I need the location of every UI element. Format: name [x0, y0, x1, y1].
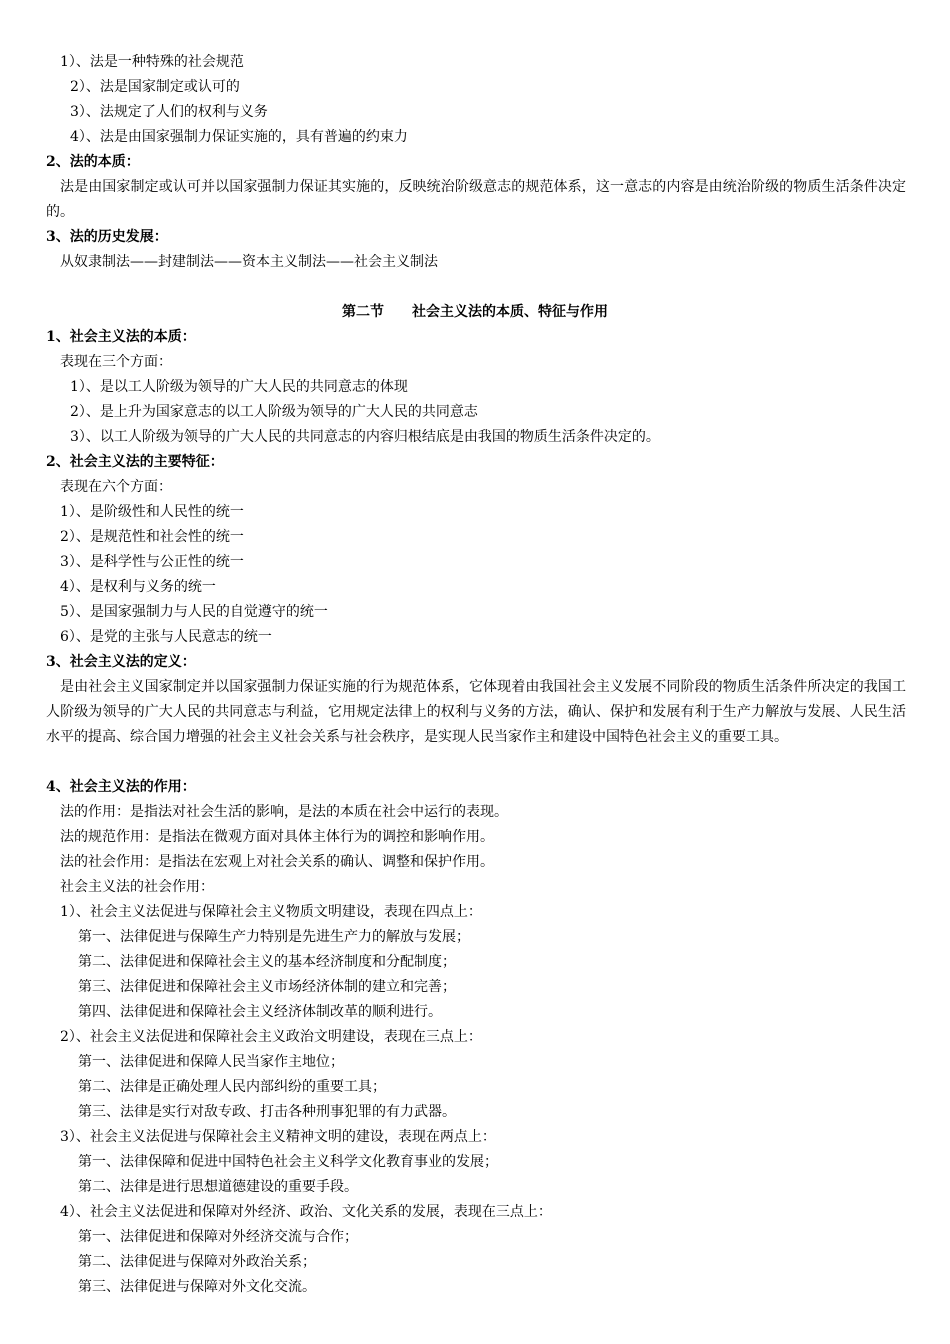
list-item: 3）、法规定了人们的权利与义务 [70, 104, 268, 120]
group-heading: 2）、社会主义法促进和保障社会主义政治文明建设，表现在三点上： [60, 1029, 482, 1045]
list-item: 第一、法律促进与保障生产力特别是先进生产力的解放与发展； [78, 929, 470, 945]
list-item: 第一、法律促进和保障对外经济交流与合作； [78, 1229, 358, 1245]
list-item: 1）、法是一种特殊的社会规范 [60, 54, 244, 70]
section-title: 第二节 社会主义法的本质、特征与作用 [342, 304, 608, 320]
paragraph: 法的作用：是指法对社会生活的影响，是法的本质在社会中运行的表现。 [60, 804, 508, 820]
list-item: 2）、法是国家制定或认可的 [70, 79, 240, 95]
section-heading: 2、社会主义法的主要特征： [46, 454, 224, 470]
paragraph: 法是由国家制定或认可并以国家强制力保证其实施的，反映统治阶级意志的规范体系，这一意志的内容是由统治阶级的物质生活条件决定的。 [46, 179, 906, 220]
section-heading: 1、社会主义法的本质： [46, 329, 196, 345]
section-heading: 2、法的本质： [46, 154, 140, 170]
intro-text: 表现在三个方面： [60, 354, 172, 370]
section-heading: 3、法的历史发展： [46, 229, 168, 245]
list-item: 第二、法律促进和保障社会主义的基本经济制度和分配制度； [78, 954, 456, 970]
section-heading: 4、社会主义法的作用： [46, 779, 196, 795]
list-item: 4）、法是由国家强制力保证实施的，具有普遍的约束力 [70, 129, 408, 145]
paragraph: 法的社会作用：是指法在宏观上对社会关系的确认、调整和保护作用。 [60, 854, 494, 870]
list-item: 2）、是规范性和社会性的统一 [60, 529, 244, 545]
paragraph: 法的规范作用：是指法在微观方面对具体主体行为的调控和影响作用。 [60, 829, 494, 845]
list-item: 第二、法律是正确处理人民内部纠纷的重要工具； [78, 1079, 386, 1095]
section-heading: 3、社会主义法的定义： [46, 654, 196, 670]
list-item: 第三、法律促进与保障对外文化交流。 [78, 1279, 316, 1295]
list-item: 第一、法律保障和促进中国特色社会主义科学文化教育事业的发展； [78, 1154, 498, 1170]
list-item: 第二、法律是进行思想道德建设的重要手段。 [78, 1179, 358, 1195]
intro-text: 表现在六个方面： [60, 479, 172, 495]
list-item: 3）、以工人阶级为领导的广大人民的共同意志的内容归根结底是由我国的物质生活条件决定的。 [70, 429, 660, 445]
paragraph: 从奴隶制法——封建制法——资本主义制法——社会主义制法 [60, 254, 438, 270]
list-item: 5）、是国家强制力与人民的自觉遵守的统一 [60, 604, 328, 620]
list-item: 1）、是阶级性和人民性的统一 [60, 504, 244, 520]
list-item: 6）、是党的主张与人民意志的统一 [60, 629, 272, 645]
list-item: 第三、法律是实行对敌专政、打击各种刑事犯罪的有力武器。 [78, 1104, 456, 1120]
paragraph: 社会主义法的社会作用： [60, 879, 214, 895]
group-heading: 1）、社会主义法促进与保障社会主义物质文明建设，表现在四点上： [60, 904, 482, 920]
list-item: 2）、是上升为国家意志的以工人阶级为领导的广大人民的共同意志 [70, 404, 478, 420]
list-item: 第四、法律促进和保障社会主义经济体制改革的顺利进行。 [78, 1004, 442, 1020]
list-item: 3）、是科学性与公正性的统一 [60, 554, 244, 570]
list-item: 1）、是以工人阶级为领导的广大人民的共同意志的体现 [70, 379, 408, 395]
list-item: 4）、是权利与义务的统一 [60, 579, 216, 595]
list-item: 第二、法律促进与保障对外政治关系； [78, 1254, 316, 1270]
list-item: 第三、法律促进和保障社会主义市场经济体制的建立和完善； [78, 979, 456, 995]
group-heading: 3）、社会主义法促进与保障社会主义精神文明的建设，表现在两点上： [60, 1129, 496, 1145]
list-item: 第一、法律促进和保障人民当家作主地位； [78, 1054, 344, 1070]
group-heading: 4）、社会主义法促进和保障对外经济、政治、文化关系的发展，表现在三点上： [60, 1204, 552, 1220]
definition-paragraph: 是由社会主义国家制定并以国家强制力保证实施的行为规范体系，它体现着由我国社会主义发展不同阶段的物质生活条件所决定的我国工人阶级为领导的广大人民的共同意志与利益，它用规定法律上的权利与义务的方法，确认、保护和发展有利于生产力解放与发展、人民生活水平的提高、综合国力增强的社会主义社会关系与社会秩序，是实现人民当家作主和建设中国特色社会主义的重要工具。 [46, 679, 906, 745]
